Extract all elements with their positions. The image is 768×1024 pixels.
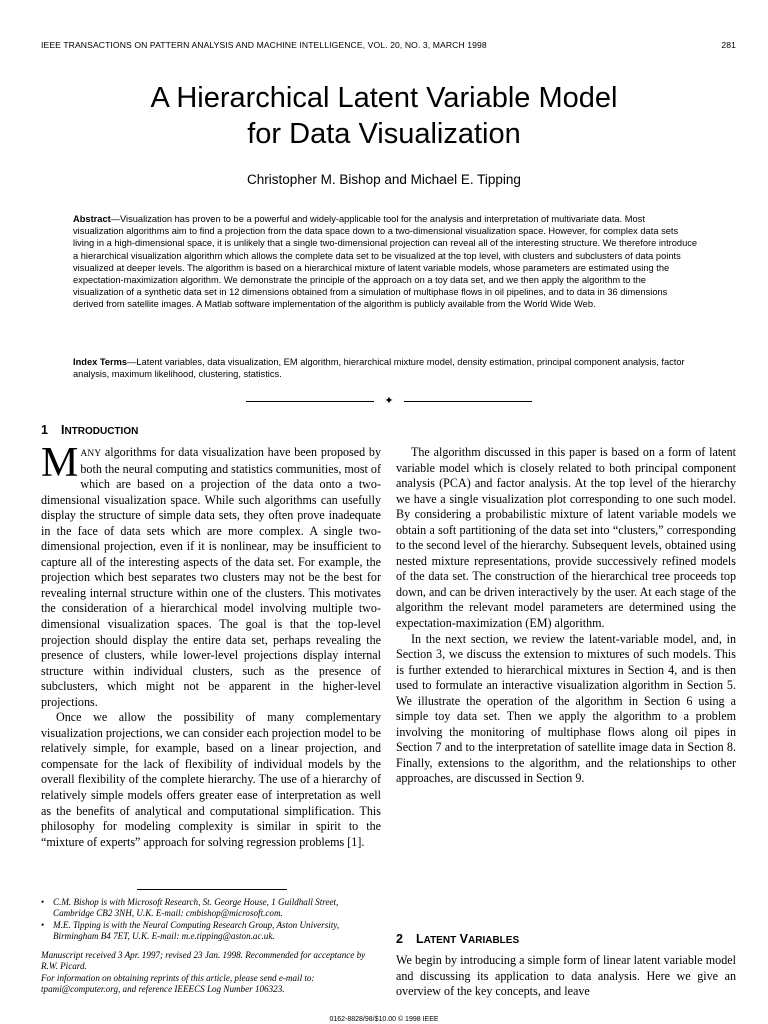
section-2-title-w1-initial: L [415, 932, 424, 946]
footnote-1 [41, 897, 381, 920]
abstract-label: Abstract [73, 214, 111, 224]
title-line-1: A Hierarchical Latent Variable Model [150, 82, 618, 114]
reprints-note: For information on obtaining reprints of this article, please send e-mail to: tpami@computer.org, and reference IEEECS Log Number 106323. [41, 972, 315, 995]
intro-paragraph-4: In the next section, we review the latent-variable model, and, in Section 3, we discuss the extension to mixtures of such models. This is further extended to hierarchical mixtures in Section 4, and is then used to formulate an interactive visualization algorithm in Section 5. We illustrate the operation of the algorithm in Section 6 using a simple toy data set. Then we apply the algorithm to a problem involving the monitoring of multiphase flows along oil pipes in Section 7 and to the interpretation of satellite image data in Section 8. Finally, extensions to the algorithm, and the relationships to other approaches, are discussed in Section 9. [396, 631, 736, 786]
bullet-icon: • [41, 919, 45, 930]
section-1-title-initial: I [60, 423, 65, 437]
manuscript-note: Manuscript received 3 Apr. 1997; revised 23 Jan. 1998. Recommended for acceptance by R.W. Picard. [41, 950, 366, 972]
section-2-title-w2-initial: V [459, 932, 469, 946]
running-head [41, 40, 736, 50]
copyright-id: 0162-8828/98/$10.00 © 1998 IEEE [329, 1016, 439, 1023]
section-2-column [396, 953, 736, 1000]
section-2-title-w2-rest: ARIABLES [468, 935, 520, 946]
intro-paragraph-1 [41, 440, 381, 710]
first-word-rest: ANY [80, 448, 102, 459]
section-1-title-rest: NTRODUCTION [64, 426, 139, 437]
section-2-number: 2 [396, 932, 403, 946]
index-terms-label: Index Terms [73, 357, 128, 367]
footnote-2 [41, 920, 381, 943]
footnote-rule [137, 889, 287, 890]
abstract [73, 213, 698, 311]
footnote-2-text: M.E. Tipping is with the Neural Computing Research Group, Aston University, Birmingham B4 7ET, U.K. E-mail: m.e.tipping@aston.ac.uk. [53, 919, 340, 941]
section-1-heading [41, 423, 138, 437]
footnote-1-text: C.M. Bishop is with Microsoft Research, St. George House, 1 Guildhall Street, Cambridge CB2 3NH, U.K. E-mail: cmbishop@microsoft.com. [53, 897, 339, 919]
intro-paragraph-3: The algorithm discussed in this paper is based on a form of latent variable model which is closely related to both principal component analysis (PCA) and factor analysis. At the top level of the hierarchy we have a single visualization plot corresponding to one such model. By considering a probabilistic mixture of latent variable models we obtain a soft partitioning of the data set into “clusters,” corresponding to the second level of the hierarchy. Subsequent levels, obtained using nested mixture representations, provide successively refined models of the data set. The construction of the hierarchical tree proceeds top down, and can be driven interactively by the user. At each stage of the algorithm the relevant model parameters are determined using the expectation-maximization (EM) algorithm. [396, 445, 736, 631]
paper-title [0, 80, 768, 152]
index-terms-text: —Latent variables, data visualization, EM algorithm, hierarchical mixture model, density estimation, principal component analysis, factor analysis, maximum likelihood, clustering, statistics. [73, 357, 685, 380]
bullet-icon: • [41, 897, 45, 907]
latent-paragraph-1: We begin by introducing a simple form of linear latent variable model and discussing its application to data analysis. Here we give an overview of the key concepts, and leave [396, 953, 736, 999]
left-column [41, 440, 381, 850]
divider-line-left [246, 401, 374, 402]
divider-line-right [404, 401, 532, 402]
drop-cap: M [41, 440, 79, 486]
section-divider [246, 394, 532, 408]
right-column [396, 445, 736, 787]
diamond-icon: ✦ [384, 395, 394, 407]
footnotes [41, 897, 381, 995]
journal-line: IEEE TRANSACTIONS ON PATTERN ANALYSIS AND MACHINE INTELLIGENCE, VOL. 20, NO. 3, MARCH 1998 [41, 40, 487, 50]
section-2-title-w1-rest: ATENT [423, 935, 457, 946]
section-2-heading [396, 932, 519, 946]
intro-paragraph-1-text: algorithms for data visualization have been proposed by both the neural computing and statistics communities, most of which are based on a projection of the data onto a two-dimensional visualization space. While such algorithms can usefully display the structure of simple data sets, they often prove inadequate in the face of data sets which are more complex. A single two-dimensional projection, even if it is nonlinear, may be insufficient to capture all of the interesting aspects of the data set. For example, the projection which best separates two clusters may not be the best for revealing internal structure within one of the clusters. This motivates the consideration of a hierarchical model involving multiple two-dimensional visualization spaces. The goal is that the top-level projection should display the entire data set, perhaps revealing the presence of clusters, while lower-level projections display internal structure within individual clusters, such as the presence of subclusters, which might not be apparent in the higher-level projections. [41, 445, 381, 709]
section-1-number: 1 [41, 423, 48, 437]
page-number: 281 [721, 40, 736, 50]
abstract-text: —Visualization has proven to be a powerful and widely-applicable tool for the analysis and interpretation of multivariate data. Most visualization algorithms aim to find a projection from the data space down to a two-dimensional visualization space. However, for complex data sets living in a high-dimensional space, it is unlikely that a single two-dimensional projection can reveal all of the interesting structure. We therefore introduce a hierarchical visualization algorithm which allows the complete data set to be visualized at the top level, with clusters and subclusters of data points visualized at deeper levels. The algorithm is based on a hierarchical mixture of latent variable models, whose parameters are estimated using the expectation-maximization algorithm. We demonstrate the principle of the approach on a toy data set, and we then apply the algorithm to the visualization of a synthetic data set in 12 dimensions obtained from a simulation of multiphase flows in oil pipelines, and to data in 36 dimensions derived from satellite images. A Matlab software implementation of the algorithm is publicly available from the World Wide Web. [73, 214, 698, 310]
title-line-2: for Data Visualization [247, 118, 521, 150]
authors: Christopher M. Bishop and Michael E. Tipping [247, 172, 521, 187]
intro-paragraph-2: Once we allow the possibility of many complementary visualization projections, we can consider each projection model to be relatively simple, for example, based on a linear projection, and compensate for the lack of flexibility of individual models by the overall flexibility of the complete hierarchy. The use of a hierarchy of relatively simple models offers greater ease of interpretation as well as the benefits of analytical and computational simplification. This philosophy for modeling complexity is similar in spirit to the “mixture of experts” approach for solving regression problems [1]. [41, 710, 381, 849]
index-terms [73, 356, 698, 380]
